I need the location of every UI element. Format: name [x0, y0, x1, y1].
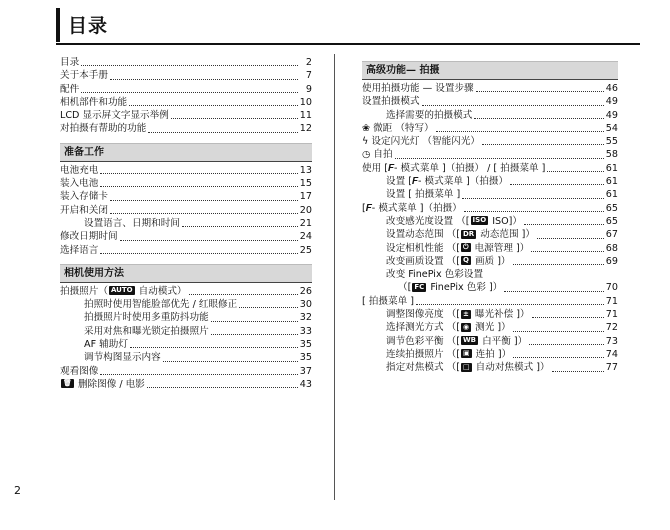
leader-dots: [476, 90, 604, 92]
af-mode-icon: □: [462, 362, 470, 371]
toc-entry[interactable]: 拍摄照片时使用多重防抖功能 32: [84, 312, 312, 324]
leader-dots: [100, 373, 297, 375]
column-divider: [334, 54, 335, 500]
toc-entry[interactable]: 观看图像 37: [60, 365, 312, 377]
iso-icon: ISO: [472, 216, 487, 225]
leader-dots: [531, 250, 603, 252]
toc-entry[interactable]: 使用 [𝑭- 模式菜单 ]（拍摄） / [ 拍摄菜单 ] 61: [362, 162, 618, 174]
page-title: 目录: [68, 15, 109, 37]
power-management-icon: ⏻: [462, 243, 469, 252]
leader-dots: [547, 170, 603, 172]
leader-dots: [513, 356, 604, 358]
white-balance-icon: WB: [462, 336, 477, 345]
toc-entry[interactable]: 电池充电 13: [60, 164, 312, 176]
leader-dots: [422, 104, 604, 106]
advanced-section: [362, 61, 618, 375]
leader-dots: [147, 386, 298, 388]
leader-dots: [513, 263, 604, 265]
toc-entry[interactable]: ❀ 微距 （特写） 54: [362, 122, 618, 134]
toc-entry[interactable]: LCD 显示屏文字显示举例 11: [60, 110, 312, 122]
toc-entry[interactable]: 关于本手册 7: [60, 70, 312, 82]
leader-dots: [171, 117, 298, 119]
section-heading-prep: 准备工作: [60, 143, 312, 162]
trash-icon: 🗑: [63, 379, 72, 388]
continuous-shooting-icon: ▣: [462, 349, 470, 358]
toc-entry[interactable]: 🗑 删除图像 / 电影 43: [63, 378, 312, 390]
toc-entry[interactable]: 采用对焦和曝光锁定拍摄照片 33: [84, 325, 312, 337]
toc-entry[interactable]: ◷ 自拍 58: [362, 149, 618, 161]
leader-dots: [163, 360, 298, 362]
intro-section: [60, 56, 312, 136]
toc-entry[interactable]: 改变画质设置 （[ Q 画质 ]） 69: [386, 255, 618, 267]
leader-dots: [81, 91, 298, 93]
toc-entry[interactable]: 装入存储卡 17: [60, 191, 312, 203]
toc-entry[interactable]: 调节色彩平衡 （[ WB 白平衡 ]） 73: [386, 335, 618, 347]
toc-entry[interactable]: 拍照时使用智能脸部优先 / 红眼修正 30: [84, 299, 312, 311]
toc-entry[interactable]: 指定对焦模式 （[ □ 自动对焦模式 ]） 77: [386, 362, 618, 374]
toc-entry[interactable]: 对拍摄有帮助的功能 12: [60, 123, 312, 135]
leader-dots: [81, 64, 298, 66]
basic-section: [60, 264, 312, 391]
leader-dots: [100, 185, 297, 187]
leader-dots: [416, 303, 604, 305]
leader-dots: [239, 306, 298, 308]
leader-dots: [462, 197, 604, 199]
toc-entry[interactable]: 相机部件和功能 10: [60, 96, 312, 108]
leader-dots: [211, 320, 298, 322]
right-column: [362, 61, 618, 382]
toc-entry[interactable]: ϟ 设定闪光灯 （智能闪光） 55: [362, 136, 618, 148]
toc-entry[interactable]: 设置语言、日期和时间 21: [84, 217, 312, 229]
toc-entry[interactable]: 调节构图显示内容 35: [84, 352, 312, 364]
prep-section: [60, 143, 312, 257]
left-column: [60, 56, 312, 398]
leader-dots: [148, 131, 297, 133]
toc-entry[interactable]: 改变 FinePix 色彩设置: [386, 269, 484, 281]
title-rule: [56, 43, 640, 45]
toc-entry[interactable]: 设置 [𝑭- 模式菜单 ]（拍摄） 61: [386, 176, 618, 188]
toc-entry[interactable]: 改变感光度设置 （[ ISO ISO]） 65: [386, 215, 618, 227]
leader-dots: [189, 293, 298, 295]
leader-dots: [110, 212, 298, 214]
leader-dots: [474, 117, 603, 119]
leader-dots: [513, 330, 604, 332]
leader-dots: [395, 157, 604, 159]
toc-entry[interactable]: 使用拍摄功能 — 设置步骤 46: [362, 83, 618, 94]
toc-entry[interactable]: 设置拍摄模式 49: [362, 96, 618, 108]
toc-entry[interactable]: 配件 9: [60, 83, 312, 95]
leader-dots: [537, 237, 604, 239]
toc-entry[interactable]: （[ FC FinePix 色彩 ]） 70: [398, 282, 618, 294]
image-quality-icon: Q: [462, 256, 469, 265]
section-heading-advanced: 高级功能— 拍摄: [362, 61, 618, 80]
leader-dots: [182, 225, 298, 227]
metering-icon: ◉: [462, 322, 470, 331]
toc-entry[interactable]: 设置动态范围 （[ DR 动态范围 ]） 67: [386, 229, 618, 241]
leader-dots: [130, 346, 298, 348]
toc-entry[interactable]: [𝑭- 模式菜单 ]（拍摄） 65: [362, 202, 618, 214]
leader-dots: [436, 130, 604, 132]
toc-entry[interactable]: 设置 [ 拍摄菜单 ] 61: [386, 189, 618, 201]
toc-entry[interactable]: 调整图像亮度 （[ ± 曝光补偿 ]） 71: [386, 309, 618, 321]
leader-dots: [529, 343, 604, 345]
toc-entry[interactable]: 开启和关闭 20: [60, 204, 312, 216]
section-heading-basic: 相机使用方法: [60, 264, 312, 283]
toc-entry[interactable]: 拍摄照片（ AUTO 自动模式） 26: [60, 285, 312, 297]
toc-entry[interactable]: [ 拍摄菜单 ] 71: [362, 295, 618, 307]
title-accent-bar: [56, 8, 60, 42]
leader-dots: [510, 183, 604, 185]
leader-dots: [552, 370, 604, 372]
leader-dots: [211, 333, 298, 335]
toc-entry[interactable]: 设定相机性能 （[ ⏻ 电源管理 ]） 68: [386, 242, 618, 254]
auto-mode-icon: AUTO: [110, 286, 133, 295]
leader-dots: [524, 223, 604, 225]
toc-entry[interactable]: 连续拍摄照片 （[ ▣ 连拍 ]） 74: [386, 348, 618, 360]
leader-dots: [110, 199, 298, 201]
dynamic-range-icon: DR: [462, 229, 475, 238]
toc-entry[interactable]: 选择需要的拍摄模式 49: [386, 109, 618, 121]
leader-dots: [100, 172, 297, 174]
finepix-color-icon: FC: [414, 282, 425, 291]
toc-entry[interactable]: AF 辅助灯 35: [84, 339, 312, 351]
leader-dots: [129, 104, 298, 106]
leader-dots: [532, 316, 604, 318]
toc-entry[interactable]: 目录 2: [60, 57, 312, 68]
leader-dots: [504, 290, 603, 292]
exposure-compensation-icon: ±: [462, 309, 469, 318]
toc-entry[interactable]: 修改日期时间 24: [60, 231, 312, 243]
leader-dots: [482, 143, 604, 145]
leader-dots: [100, 252, 297, 254]
page-number: 2: [14, 484, 21, 497]
leader-dots: [120, 239, 298, 241]
leader-dots: [110, 78, 298, 80]
toc-entry[interactable]: 装入电池 15: [60, 178, 312, 190]
leader-dots: [464, 210, 604, 212]
toc-entry[interactable]: 选择语言 25: [60, 244, 312, 256]
toc-entry[interactable]: 选择测光方式 （[ ◉ 测光 ]） 72: [386, 322, 618, 334]
